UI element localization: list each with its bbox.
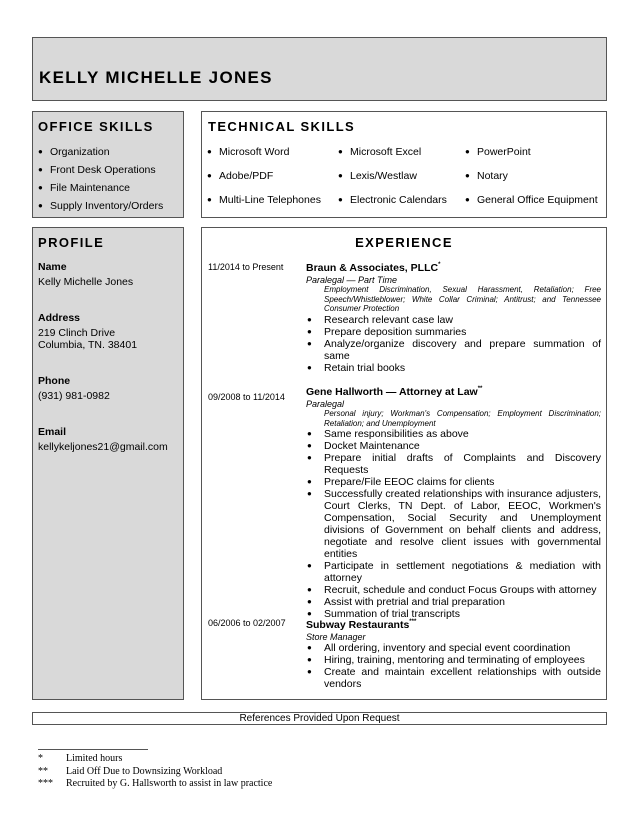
bullet-icon: ● [38, 201, 43, 210]
references-note: References Provided Upon Request [32, 712, 607, 725]
bullet-icon: ● [307, 362, 312, 372]
technical-skill-item: ● Electronic Calendars [338, 194, 447, 206]
employer-name: Gene Hallworth — Attorney at Law** [306, 386, 483, 398]
practice-areas: Personal injury; Workman's Compensation; Employment Discrimination; Retaliation; and Unemployment [324, 409, 601, 428]
office-skill-item: ● Organization [38, 143, 163, 161]
job-dates: 06/2006 to 02/2007 [208, 618, 286, 628]
bullet-icon: ● [307, 667, 312, 676]
duty-item: ● Create and maintain excellent relationships with outside vendors [307, 666, 601, 690]
duty-item: ● Same responsibilities as above [307, 428, 469, 440]
profile-section [32, 227, 184, 700]
duty-item: ● Summation of trial transcripts [307, 608, 460, 620]
bullet-icon: ● [307, 441, 312, 450]
practice-areas: Employment Discrimination, Sexual Harassment, Retaliation; Free Speech/Whistleblower; White Collar Criminal; Antitrust; and Tennessee Consumer Protection [324, 285, 601, 313]
phone-label: Phone [38, 375, 71, 387]
duties-list [306, 642, 601, 690]
bullet-icon: ● [338, 147, 343, 156]
bullet-icon: ● [38, 183, 43, 192]
email-label: Email [38, 426, 67, 438]
job-dates: 11/2014 to Present [208, 262, 284, 272]
bullet-icon: ● [38, 165, 43, 174]
footnote-text: Limited hours [66, 753, 123, 764]
bullet-icon: ● [207, 147, 212, 156]
footnote-marker: *** [409, 619, 417, 625]
phone-value: (931) 981-0982 [38, 390, 110, 402]
address-line2: Columbia, TN. 38401 [38, 339, 138, 351]
bullet-icon: ● [207, 195, 212, 204]
job-entry [306, 259, 601, 374]
footnote-mark: *** [38, 778, 53, 789]
address-line1: 219 Clinch Drive [38, 327, 116, 339]
candidate-name: KELLY MICHELLE JONES [39, 68, 273, 87]
office-skill-item: ● File Maintenance [38, 179, 163, 197]
bullet-icon: ● [465, 171, 470, 180]
resume-header [32, 37, 607, 101]
duty-item: ● Recruit, schedule and conduct Focus Groups with attorney [307, 584, 597, 596]
technical-skill-item: ● Adobe/PDF [207, 170, 274, 182]
duty-item: ● Assist with pretrial and trial preparation [307, 596, 505, 608]
duty-item: ● Prepare deposition summaries [307, 325, 467, 338]
job-entry [306, 616, 601, 690]
technical-skill-item: ● Notary [465, 170, 508, 182]
footnote-divider [38, 749, 148, 750]
office-skills-section [32, 111, 184, 218]
duty-item: ● Prepare/File EEOC claims for clients [307, 476, 495, 488]
bullet-icon: ● [307, 489, 312, 498]
footnote [38, 753, 122, 764]
footnote-text: Laid Off Due to Downsizing Workload [66, 766, 223, 777]
footnote-mark: * [38, 753, 43, 764]
name-label: Name [38, 261, 67, 273]
duty-item: ● Research relevant case law [307, 313, 453, 326]
job-entry [306, 383, 601, 620]
duties-list [306, 428, 601, 620]
experience-section [201, 227, 607, 700]
duty-item: ● Analyze/organize discovery and prepare summation of same [307, 337, 601, 362]
duty-item: ● Prepare initial drafts of Complaints and Discovery Requests [307, 452, 601, 476]
technical-skills-section [201, 111, 607, 218]
technical-skill-item: ● Microsoft Excel [338, 146, 422, 158]
employer-name: Braun & Associates, PLLC* [306, 262, 441, 274]
footnote-marker: * [438, 262, 441, 268]
bullet-icon: ● [338, 195, 343, 204]
technical-skill-item: ● PowerPoint [465, 146, 531, 158]
technical-skill-item: ● General Office Equipment [465, 194, 598, 206]
name-value: Kelly Michelle Jones [38, 276, 134, 288]
bullet-icon: ● [307, 429, 312, 438]
duty-item: ● Hiring, training, mentoring and terminating of employees [307, 654, 585, 666]
profile-title: PROFILE [38, 235, 105, 250]
footnote-mark: ** [38, 766, 48, 777]
job-dates: 09/2008 to 11/2014 [208, 392, 285, 402]
bullet-icon: ● [307, 597, 312, 606]
duty-item: ● Docket Maintenance [307, 440, 420, 452]
bullet-icon: ● [307, 338, 312, 348]
bullet-icon: ● [307, 643, 312, 652]
duties-list [306, 314, 601, 374]
technical-skill-item: ● Microsoft Word [207, 146, 290, 158]
bullet-icon: ● [307, 477, 312, 486]
office-skills-title: OFFICE SKILLS [38, 119, 154, 134]
job-role: Paralegal — Part Time [306, 275, 397, 285]
footnote-marker: ** [477, 386, 483, 392]
footnote [38, 778, 272, 789]
email-value: kellykeljones21@gmail.com [38, 441, 168, 453]
job-role: Paralegal [306, 399, 345, 409]
experience-title: EXPERIENCE [355, 235, 453, 250]
bullet-icon: ● [207, 171, 212, 180]
duty-item: ● All ordering, inventory and special event coordination [307, 642, 571, 654]
technical-skill-item: ● Lexis/Westlaw [338, 170, 417, 182]
duty-item: ● Successfully created relationships with insurance adjusters, Court Clerks, TN Dept. of Labor, EEOC, Workmen's Compensation, Social Security and Unemployment divisions of Government on behalf clients and address, negotiate and resolve client issues with governmental entities [307, 488, 601, 560]
address-label: Address [38, 312, 81, 324]
job-role: Store Manager [306, 632, 366, 642]
duty-item: ● Retain trial books [307, 361, 406, 374]
bullet-icon: ● [307, 585, 312, 594]
footnote-text: Recruited by G. Hallsworth to assist in law practice [66, 778, 273, 789]
office-skill-item: ● Supply Inventory/Orders [38, 197, 163, 215]
bullet-icon: ● [307, 453, 312, 462]
bullet-icon: ● [307, 609, 312, 618]
bullet-icon: ● [307, 326, 312, 336]
technical-skills-title: TECHNICAL SKILLS [208, 119, 356, 134]
office-skills-list [38, 143, 163, 215]
bullet-icon: ● [307, 314, 312, 324]
bullet-icon: ● [38, 147, 43, 156]
employer-name: Subway Restaurants*** [306, 619, 417, 631]
technical-skill-item: ● Multi-Line Telephones [207, 194, 321, 206]
office-skill-item: ● Front Desk Operations [38, 161, 163, 179]
bullet-icon: ● [307, 655, 312, 664]
duty-item: ● Participate in settlement negotiations & mediation with attorney [307, 560, 601, 584]
bullet-icon: ● [307, 561, 312, 570]
bullet-icon: ● [465, 195, 470, 204]
bullet-icon: ● [338, 171, 343, 180]
bullet-icon: ● [465, 147, 470, 156]
footnote [38, 766, 222, 777]
